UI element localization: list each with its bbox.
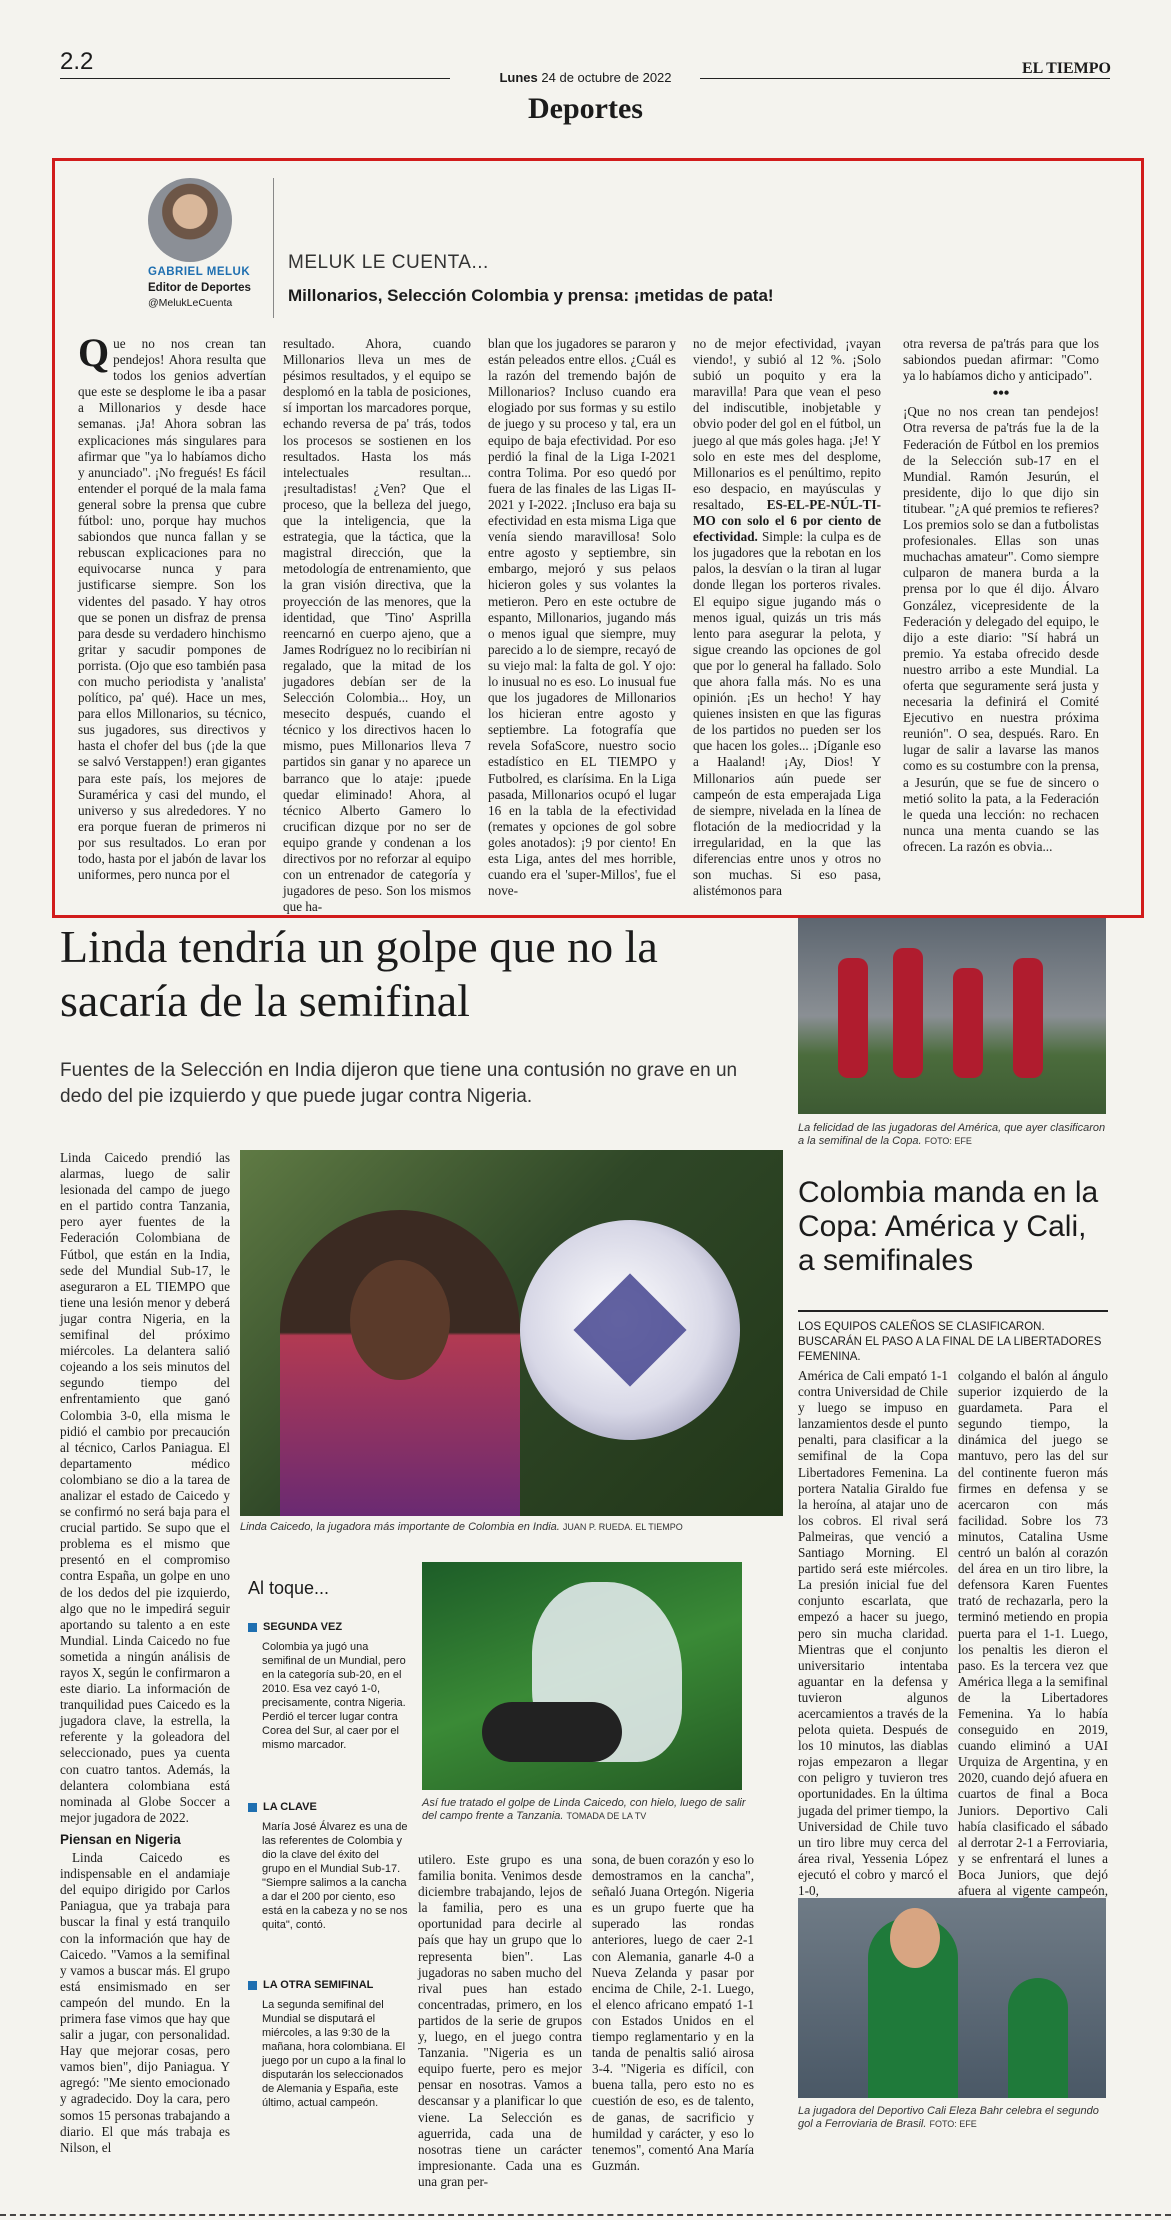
column-dropcap: Q [78, 330, 110, 375]
column-headline: Millonarios, Selección Colombia y prensa: ¡metidas de pata! [288, 286, 774, 305]
america-celebration-photo [798, 918, 1106, 1114]
author-photo [148, 178, 232, 262]
column-col-3: blan que los jugadores se pararon y están peleados entre ellos. ¿Cuál es la razón del tremendo bajón de Millonarios? Incluso cuando era elogiado por sus formas y su estilo de juego y su proceso y tal, era un equipo de baja efectividad. Por eso perdió la final de la Liga I-2021 contra Tolima. Por eso quedó por fuera de las finales de las Ligas II-2021 y I-2022. ¡Incluso era baja su efectividad en esta misma Liga que venía siendo maravillosa! Solo entre agosto y septiembre, sin embargo, mejoró y sus pelaos hicieron goles y sus volantes la metieron. Pero en este octubre de espanto, Millonarios, jugando más o menos igual que siempre, muy parecido a lo de siempre, recayó de su viejo mal: la falta de gol. Y ojo: lo inusual no es eso. Lo inusual fue que los jugadores de Millonarios los hicieran entre agosto y septiembre. La fotografía que revela SofaScore, nuestro socio estadístico en EL TIEMPO y Futbolred, es clarísima. En la Liga pasada, Millonarios ocupó el lugar 16 en la tabla de la efectividad (remates y opciones de gol sobre goles anotados): ¡9 por ciento! En esta Liga, antes del mes horrible, cuando era el 'super-Millos', fue el nove- [488, 336, 676, 899]
column-bold-phrase: ES-EL-PE-NÚL-TI-MO con solo el 6 por ciento de efectividad. [693, 496, 881, 545]
sidebar-item-2: LA CLAVE María José Álvarez es una de las referentes de Colombia y dio la clave del éxito del grupo en el Mundial Sub-17. "Siempre salimos a la cancha a dar el 200 por ciento, eso está en la cabeza y no se nos quita", contó. [248, 1800, 408, 1932]
sidebar-marker-3 [248, 1981, 257, 1990]
second-headline: Colombia manda en la Copa: América y Cali, a semifinales [798, 1176, 1099, 1277]
main-col-1: Linda Caicedo prendió las alarmas, luego de salir lesionada del campo de juego en el partido contra Tanzania, pero ayer fuentes de la Federación Colombiana de Fútbol, que están en la India, sede del Mundial Sub-17, le aseguraron a EL TIEMPO que tiene una lesión menor y deberá jugar contra Nigeria, en la semifinal del próximo miércoles. La delantera salió cojeando a los seis minutos del segundo tiempo del enfrentamiento que ganó Colombia 3-0, ella misma le pidió el cambio por precaución al técnico, Carlos Paniagua. El departamento médico colombiano se dio a la tarea de analizar el estado de Caicedo y se confirmó no será baja para el crucial partido. Se supo que el problema es el mismo que presentó en el compromiso contra España, un golpe en uno de los dedos del pie izquierdo, algo que no le impedirá seguir aportando su talento a en este Mundial. Linda Caicedo no fue sometida a ningún análisis de rayos X, según le confirmaron a este diario. La información de tranquilidad pues Caicedo es la jugadora clave, la estrella, la referente y la goleadora del seleccionado, pues ya cuenta con cuatro tantos. Además, la delantera colombiana está nominada al Globe Soccer a mejor jugadora de 2022. Piensan en Nigeria Linda Caicedo es indispensable en el andamiaje del equipo dirigido por Carlos Paniagua, que ya trabaja para buscar la final y está tranquilo con la información que hay de Caicedo. "Vamos a la semifinal y vamos a buscar más. El grupo está ensimismado en ser campeón del mundo. En la primera fase vimos que hay que salir a jugar, con personalidad. Hay que mejorar cosas, pero vamos bien", dijo Paniagua. Y agregó: "Me siento emocionado y agradecido. Doy la cara, pero somos 15 personas trabajando a diario. El que más trabaja es Nilson, el [60, 1150, 230, 2155]
sidebar-item-1: SEGUNDA VEZ Colombia ya jugó una semifinal de un Mundial, pero en la categoría sub-20, en el 2010. Esa vez cayó 1-0, precisamente, contra Nigeria. Perdió el tercer lugar contra Corea del Sur, al caer por el mismo marcador. [248, 1620, 408, 1752]
sidebar-title: Al toque... [248, 1578, 330, 1598]
column-col-5: otra reversa de pa'trás para que los sabiondos puedan afirmar: "Como ya lo habíamos dicho y anticipado". ••• ¡Que no nos crean tan pendejos! Otra reversa de pa'trás fue la de la Federación de Fútbol en los premios de la Selección sub-17 en el Mundial. Ramón Jesurún, el presidente, dijo lo que dijo sin titubear. "¿A qué premios te refieres? Los premios solo se dan a futbolistas profesionales. Ellas son unas muchachas amateur". Como siempre culparon de manera burda a la prensa por lo que él dijo. Álvaro González, vicepresidente de la Federación y delegado del equipo, le dijo a este diario: "Sí habrá un premio. Ya estaba ofrecido desde nuestro arribo a este Mundial. La oferta que seguramente será justa y necesaria la definirá el Comité Ejecutivo en nuestra próxima reunión". O sea, después. Raro. En lugar de salir a lavarse las manos como es su costumbre con la prensa, a Jesurún, que se fue de sincero o metió solito la pata, a la Federación le queda una lección: no rechacen nunca una menta cuando se las ofrecen. La razón es obvia... [903, 336, 1099, 854]
second-kicker: LOS EQUIPOS CALEÑOS SE CLASIFICARON. BUSCARÁN EL PASO A LA FINAL DE LA LIBERTADORES FEMENINA. [798, 1321, 1102, 1363]
author-role: Editor de Deportes [148, 282, 251, 294]
issue-date: Lunes 24 de octubre de 2022 [499, 70, 672, 85]
second-col-2: colgando el balón al ángulo superior izquierdo de la guardameta. Para el segundo tiempo, la dinámica del juego se mantuvo, pero las del sur del continente fueron más firmes en defensa y se acercaron con más facilidad. Sobre los 73 minutos, Catalina Usme centró un balón al corazón del área en un tiro libre, la defensora Karen Fuentes trató de rechazarla, pero la terminó metiendo en propia puerta para el 1-1. Luego, los penaltis les dieron el paso. Es la tercera vez que América llega a la semifinal de la Libertadores Femenina. Ya lo había conseguido en 2019, cuando eliminó a UAI Urquiza de Argentina, y en 2020, cuando dejó afuera en cuartos de final a Boca Juniors. Deportivo Cali había clasificado el sábado al derrotar 2-1 a Ferroviaria, y se enfrentará el lunes a Boca Juniors, que dejó afuera al vigente campeón, [958, 1368, 1108, 1898]
main-deck: Fuentes de la Selección en India dijeron que tiene una contusión no grave en un dedo del pie izquierdo y que puede jugar contra Nigeria. [60, 1060, 738, 1107]
ice-photo-caption: Así fue tratado el golpe de Linda Caicedo, con hielo, luego de salir del campo frente a Tanzania. TOMADA DE LA TV [422, 1797, 746, 1822]
second-headline-rule [798, 1310, 1108, 1312]
column-col-1: Que no nos crean tan pendejos! Ahora resulta que todos los genios advertían que este se desplome le iba a pasar a Millonarios y desde hace semanas. ¡Ja! Ahora sobran las explicaciones más singulares para afirmar que "ya lo habíamos dicho y anunciado". ¡No fregués! Es fácil entender el porqué de la mala fama general sobre la prensa que cubre fútbol: uno, porque hay muchos sabiondos que nunca fallan y se rebuscan explicaciones para no equivocarse nunca y para justificarse siempre. Son los videntes del pasado. Y hay otros que se ponen un disfraz de prensa para desde su verdadero hinchismo gritar y sacudir pompones de porrista. (Ojo que eso también pasa con mucho periodista y 'analista' político, pa' qué). Hace un mes, para ellos Millonarios, su técnico, sus jugadores, sus directivos y hasta el chofer del bus (¡de la que se salvó Verstappen!) eran gigantes para este país, los mejores de Suramérica y casi del mundo, el universo y sus alrededores. Y no era porque fueran de primeros ni por sus resultados. Lo eran por todo, hasta por el jabón de lavar los uniformes, pero nunca por el [78, 330, 266, 883]
sidebar-marker-1 [248, 1623, 257, 1632]
section-break-dots: ••• [992, 385, 1010, 403]
sidebar-item-3: LA OTRA SEMIFINAL La segunda semifinal del Mundial se disputará el miércoles, a las 9:30 de la mañana, hora colombiana. El juego por un cupo a la final lo disputarán los seleccionados de Alemania y España, este último, actual campeón. [248, 1978, 408, 2110]
author-handle: @MelukLeCuenta [148, 297, 233, 309]
sidebar-marker-2 [248, 1803, 257, 1812]
brand-logo: EL TIEMPO [1021, 60, 1111, 77]
author-name: GABRIEL MELUK [148, 266, 251, 278]
main-col-2: utilero. Este grupo es una familia bonita. Venimos desde diciembre trabajando, lejos de la familia, pero es una oportunidad para decirle al país que hay un grupo que lo representa bien". Las jugadoras no saben mucho del rival pues han estado concentradas, primero, en los partidos de la serie de grupos y, luego, en el juego contra Tanzania. "Nigeria es un equipo fuerte, pero es mejor pensar en nosotras. Vamos a descansar y a planificar lo que viene. La Selección es aguerrida, cada una de nosotras tiene un carácter impresionante. Cada una es una gran per- [418, 1852, 582, 2189]
main-photo-caption: Linda Caicedo, la jugadora más importante de Colombia en India. JUAN P. RUEDA. EL TIEMPO [240, 1521, 683, 1533]
column-col-2: resultado. Ahora, cuando Millonarios lleva un mes de pésimos resultados, y el equipo se desplomó en la tabla de posiciones, sí importan los marcadores porque, echando reversa de pa' trás, todos los procesos se sostienen en los resultados. Hasta los más intelectuales resultan... ¡resultadistas! ¿Ven? Que el proceso, que la belleza del juego, que la inteligencia, que la estrategia, que la táctica, que la magistral dirección, que la metodología de entrenamiento, que la gran visión directiva, que la proyección de las menores, que la identidad, que 'Tino' Asprilla reencarnó en cuerpo ajeno, que a James Rodríguez no lo recibirían ni regalado, que la mitad de los jugadores debían ser de la Selección Colombia... Hoy, un mesecito después, cuando el técnico y los directivos hacen lo mismo, pues Millonarios lleva 7 partidos sin ganar y no aparece un barranco que lo ataje: ¡puede quedar eliminado! Ahora, al técnico Alberto Gamero lo crucifican dizque por no ser de equipo grande y condenan a los directivos por no reforzar al equipo con un entrenador de categoría y jugadores de peso. Son los mismos que ha- [283, 336, 471, 915]
main-headline: Linda tendría un golpe que no la sacaría de la semifinal [60, 921, 658, 1026]
column-kicker: MELUK LE CUENTA... [288, 252, 489, 273]
second-col-1: América de Cali empató 1-1 contra Universidad de Chile y luego se impuso en lanzamientos desde el punto penalti, para clasificar a la semifinal de la Copa Libertadores Femenina. La portera Natalia Giraldo fue la heroína, al atajar uno de los cobros. El rival será Palmeiras, que venció a Santiago Morning. El partido será este miércoles. La presión inicial fue del conjunto escarlata, que empezó a hacer su juego, pero sin mucha claridad. Mientras que el conjunto universitario intentaba aguantar en la defensa y tuvieron algunos acercamientos a través de la pelota quieta. Después de los 10 minutos, las diablas rojas empezaron a llegar con peligro y tuvieron tres oportunidades. En la última jugada del primer tiempo, la Universidad de Chile tuvo un tiro libre muy cerca del área rival, Yessenia López ejecutó el cobro y marcó el 1-0, [798, 1368, 948, 1898]
cali-celebration-photo [798, 1898, 1106, 2098]
column-divider [273, 178, 274, 318]
main-col-3: sona, de buen corazón y eso lo demostramos en la cancha", señaló Juana Ortegón. Nigeria es un grupo fuerte que ha superado las rondas anteriores, luego de caer 2-1 con Alemania, ganarle 4-0 a Nueva Zelanda y pasar por encima de Chile, 2-1. Luego, el elenco africano empató 1-1 con Estados Unidos en el tiempo reglamentario y en la tanda de penaltis salió airosa 3-4. "Nigeria es difícil, con buena talla, pero esto no es cuestión de eso, es de talento, de ganas, de sacrificio y humildad y carácter, y eso lo tenemos", comentó Ana María Guzmán. [592, 1852, 754, 2173]
main-subhead: Piensan en Nigeria [60, 1831, 181, 1847]
page-number: 2.2 [60, 48, 94, 75]
ice-treatment-photo [422, 1562, 742, 1790]
linda-caicedo-photo [240, 1150, 783, 1516]
cali-photo-caption: La jugadora del Deportivo Cali Eleza Bahr celebra el segundo gol a Ferroviaria de Brasil. FOTO: EFE [798, 2105, 1099, 2130]
bottom-dashed-edge [0, 2214, 1171, 2216]
section-title: Deportes [528, 92, 643, 125]
america-photo-caption: La felicidad de las jugadoras del América, que ayer clasificaron a la semifinal de la Copa. FOTO: EFE [798, 1122, 1106, 1147]
column-col-4: no de mejor efectividad, ¡vayan viendo!, y subió al 12 %. ¡Solo subió un poquito y era la maravilla! Para que vean el peso del indiscutible, inobjetable y obvio poder del gol en el fútbol, un juego al que más goles haga. ¡Je! Y solo en este mes del desplome, Millonarios es el penúltimo, repito eso despacio, en mayúsculas y resaltado, ES-EL-PE-NÚL-TI-MO con solo el 6 por ciento de efectividad. Simple: la culpa es de los jugadores que la rebotan en los palos, la desvían o la tiran al lugar donde llegan los porteros rivales. El equipo sigue jugando más o menos igual, quizás un tris más lento para asegurar la pelota, y sigue creando las opciones de gol que por lo general ha fallado. Solo que ahora falla más. No es una opinión. ¡Es un hecho! Y hay quienes insisten en que las figuras de los partidos no pueden ser los que hacen los goles... ¡Díganle eso a Haaland! ¡Ay, Dios! Y Millonarios aún puede ser campeón de esta emperajada Liga de siempre, nivelada en la línea de flotación de la mediocridad y la irregularidad, en la que las diferencias entre unos y otros no son muchas. Si eso pasa, alistémonos para [693, 336, 881, 899]
